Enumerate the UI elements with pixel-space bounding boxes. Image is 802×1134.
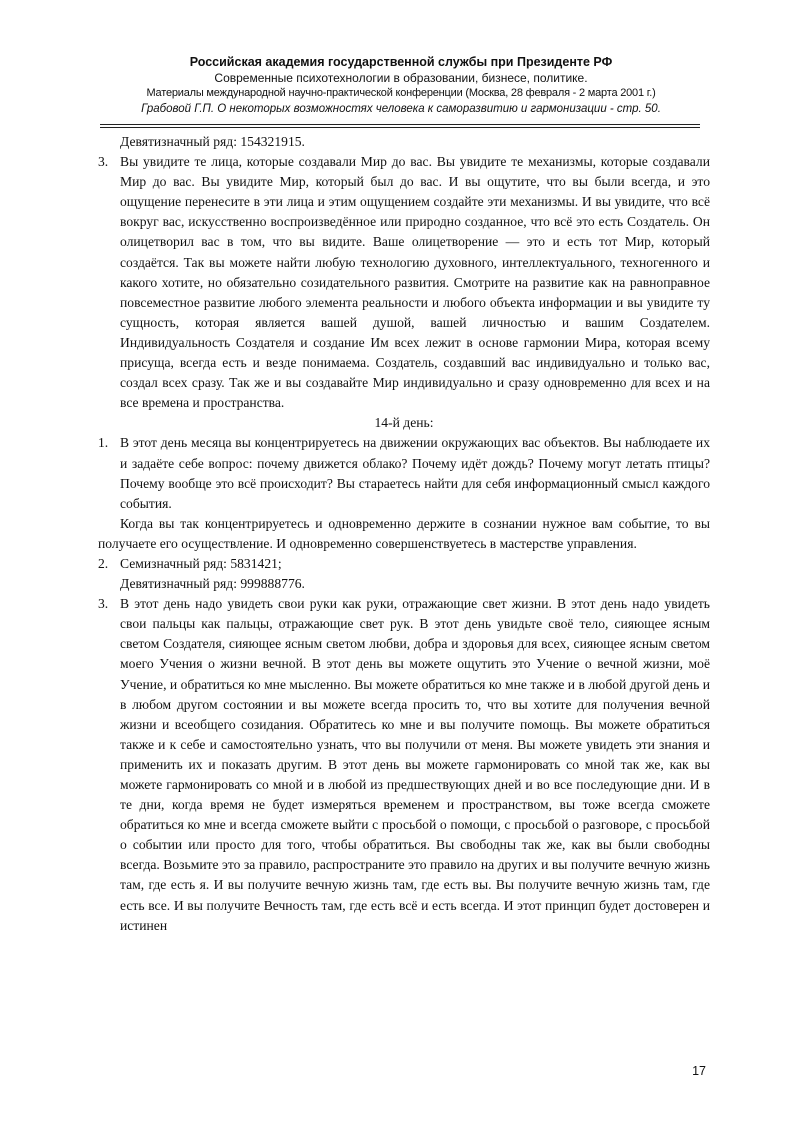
list-item-3-second	[98, 594, 710, 936]
day-heading: 14-й день:	[374, 415, 434, 431]
header-subtitle: Современные психотехнологии в образовании, бизнесе, политике.	[214, 71, 588, 85]
paragraph-nine-digit-row: Девятизначный ряд: 154321915.	[120, 134, 305, 149]
list-item-text: Вы увидите те лица, которые создавали Мир до вас. Вы увидите те механизмы, которые создавали Мир до вас. Вы увидите Мир, который был до вас. И вы ощутите, что вы были всегда, и это ощущение перенесите в эти лица и этим ощущением создайте эти механизмы. И вы увидите, что всё вокруг вас, искусственно воспроизведённое или природно созданное, что всё это есть Создатель. Он олицетворил вас в том, что вы видите. Ваше олицетворение — это и есть тот Мир, который создаётся. Так вы можете найти любую технологию духовного, интеллектуального, техногенного и какого хотите, но обязательно созидательного развития. Смотрите на развитие как на равноправное повсеместное развитие любого элемента реальности и любого объекта информации и вы увидите ту сущность, которая является вашей душой, вашей личностью и вашим Создателем. Индивидуальность Создателя и создание Им всех лежит в основе гармонии Мира, которая всему присуща, всегда есть и везде понимаема. Создатель, создавший вас индивидуально и только вас, создал всех сразу. Так же и вы создавайте Мир индивидуально и сразу одновременно для всех и на все времена и пространства.	[120, 154, 710, 411]
list-number: 3.	[98, 154, 109, 170]
list-item-text: В этот день месяца вы концентрируетесь на движении окружающих вас объектов. Вы наблюдаете их и задаёте себе вопрос: почему движется облако? Почему идёт дождь? Почему могут летать птицы? Почему вообще это всё происходит? Вы стараетесь найти для себя информационный смысл каждого события.	[120, 435, 710, 511]
page-header	[0, 54, 802, 117]
list-number: 3.	[98, 596, 109, 612]
list-number: 2.	[98, 555, 109, 571]
header-organization: Российская академия государственной службы при Президенте РФ	[189, 55, 613, 69]
header-rule-bottom	[100, 127, 700, 128]
page-body	[98, 132, 710, 936]
list-number: 1.	[98, 435, 109, 451]
list-item-text: В этот день надо увидеть свои руки как руки, отражающие свет жизни. В этот день надо увидеть свои пальцы как пальцы, отражающие свет рук. В этот день увидьте своё тело, сияющее ясным светом Создателя, сияющее ясным светом любви, добра и здоровья для всех, сияющее ясным светом моего Учения о жизни вечной. В этот день вы можете ощутить это Учение о вечной жизни, моё Учение, и обратиться ко мне мысленно. Вы можете обратиться ко мне также и в любой другой день и в любом другом состоянии и вы можете всегда просить то, что вы хотите для получения вечной жизни и всеобщего созидания. Обратитесь ко мне и вы получите помощь. Вы можете обратиться также и к себе и самостоятельно узнать, что вы получили от меня. Вы можете увидеть эти знания и применить их и показать другим. В этот день вы можете гармонировать со мной так же, как вы можете гармонировать со мной и в любой из предшествующих дней и во все последующие дни. И в те дни, когда время не будет измеряться временем и пространством, вы тоже всегда сможете обратиться ко мне и всегда сможете выйти с просьбой о помощи, с просьбой о разговоре, с просьбой о событии или просто для того, чтобы обратиться. Вы свободны так же, как вы были свободны всегда. Возьмите это за правило, распространите это правило на других и вы получите вечную жизнь там, где есть я. И вы получите вечную жизнь там, где есть вы. Вы получите вечную жизнь там, где есть все. И вы получите Вечность там, где есть всё и есть всегда. И этот принцип будет достоверен и истинен	[120, 596, 710, 933]
list-item-3	[98, 152, 710, 413]
header-conference: Материалы международной научно-практической конференции (Москва, 28 февраля - 2 марта 2001 г.)	[146, 87, 656, 99]
header-rule-top	[100, 124, 700, 125]
paragraph: Когда вы так концентрируетесь и одновременно держите в сознании нужное вам событие, то вы получаете его осуществление. И одновременно совершенствуетесь в мастерстве управления.	[98, 515, 710, 551]
paragraph-nine-digit-row: Девятизначный ряд: 999888776.	[120, 576, 305, 592]
list-item-2	[98, 554, 710, 574]
header-article: Грабовой Г.П. О некоторых возможностях человека к саморазвитию и гармонизации - стр. 50.	[141, 103, 661, 115]
list-item-text: Семизначный ряд: 5831421;	[120, 555, 282, 571]
list-item-1	[98, 433, 710, 513]
page-number: 17	[692, 1064, 706, 1078]
